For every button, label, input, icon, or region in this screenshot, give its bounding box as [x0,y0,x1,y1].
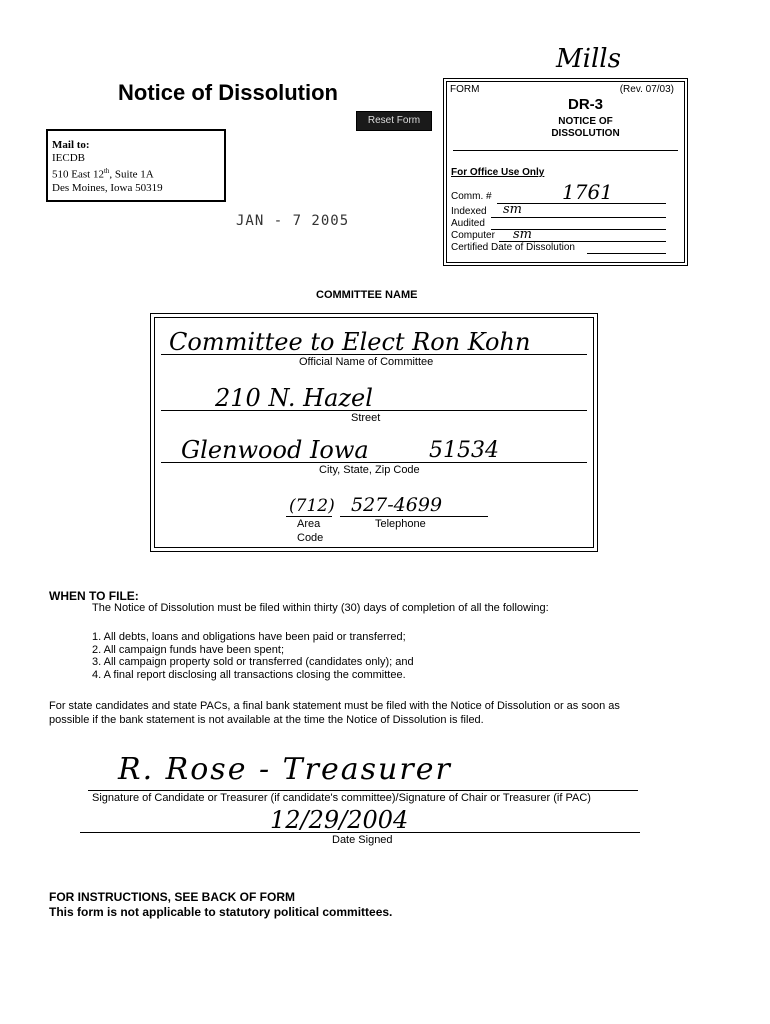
form-label: FORM [450,84,480,95]
reset-form-button[interactable]: Reset Form [356,111,432,131]
committee-box [150,313,598,552]
not-applicable-note: This form is not applicable to statutory political committees. [49,905,393,919]
comm-number-label: Comm. # [451,191,492,202]
audited-label: Audited [451,218,485,229]
form-info-box [443,78,688,266]
handwritten-name: Mills [556,44,621,74]
indexed-value[interactable]: sm [503,202,522,217]
area-code-caption-1: Area [297,518,321,530]
computer-label: Computer [451,230,495,241]
area-code-caption-2: Code [297,532,324,544]
zip-value[interactable]: 51534 [429,438,499,463]
street-value[interactable]: 210 N. Hazel [215,384,373,412]
form-title-line1: NOTICE OF [558,116,613,127]
date-signed-caption: Date Signed [332,834,393,846]
form-number: DR-3 [567,96,603,113]
when-to-file-intro: The Notice of Dissolution must be filed within thirty (30) days of completion of all the following: [92,602,549,614]
bank-statement-note-1: For state candidates and state PACs, a final bank statement must be filed with the Notice of Dissolution or as soon as [49,700,620,712]
certified-date-label: Certified Date of Dissolution [451,242,575,253]
list-item: 2. All campaign funds have been spent; [92,643,285,656]
mail-to-line1: IECDB [52,152,85,164]
indexed-label: Indexed [451,206,487,217]
computer-value[interactable]: sm [513,227,532,242]
city-state-value[interactable]: Glenwood Iowa [181,436,369,464]
office-use-heading: For Office Use Only [451,167,545,178]
list-item: 4. A final report disclosing all transactions closing the committee. [92,668,406,681]
received-stamp: JAN - 7 2005 [236,213,350,229]
requirements-list [92,631,414,681]
mail-to-box [46,129,226,202]
mail-to-heading: Mail to: [52,139,90,151]
signature-value[interactable]: R. Rose - Treasurer [118,752,452,787]
when-to-file-heading: WHEN TO FILE: [49,589,139,603]
form-title-line2: DISSOLUTION [551,128,620,139]
list-item: 1. All debts, loans and obligations have been paid or transferred; [92,631,406,643]
city-state-zip-caption: City, State, Zip Code [319,464,420,476]
telephone-value[interactable]: 527-4699 [351,494,443,516]
area-code-value[interactable]: (712) [289,496,335,516]
list-item: 3. All campaign property sold or transferred (candidates only); and [92,656,414,668]
mail-to-line2: 510 East 12th, Suite 1A [52,167,154,181]
page-title: Notice of Dissolution [118,80,338,105]
committee-name-caption: Official Name of Committee [299,356,434,368]
signature-caption: Signature of Candidate or Treasurer (if candidate's committee)/Signature of Chair or Treasurer (if PAC) [92,792,591,804]
mail-to-line3: Des Moines, Iowa 50319 [52,181,163,194]
telephone-caption: Telephone [375,518,426,530]
comm-number-value[interactable]: 1761 [562,180,613,204]
street-caption: Street [351,412,381,424]
committee-name-value[interactable]: Committee to Elect Ron Kohn [169,328,531,356]
instructions-note: FOR INSTRUCTIONS, SEE BACK OF FORM [49,890,295,904]
form-revision: (Rev. 07/03) [619,84,674,95]
bank-statement-note-2: possible if the bank statement is not available at the time the Notice of Dissolution is filed. [49,714,484,726]
committee-section-title: COMMITTEE NAME [316,289,418,301]
date-signed-value[interactable]: 12/29/2004 [270,806,409,834]
